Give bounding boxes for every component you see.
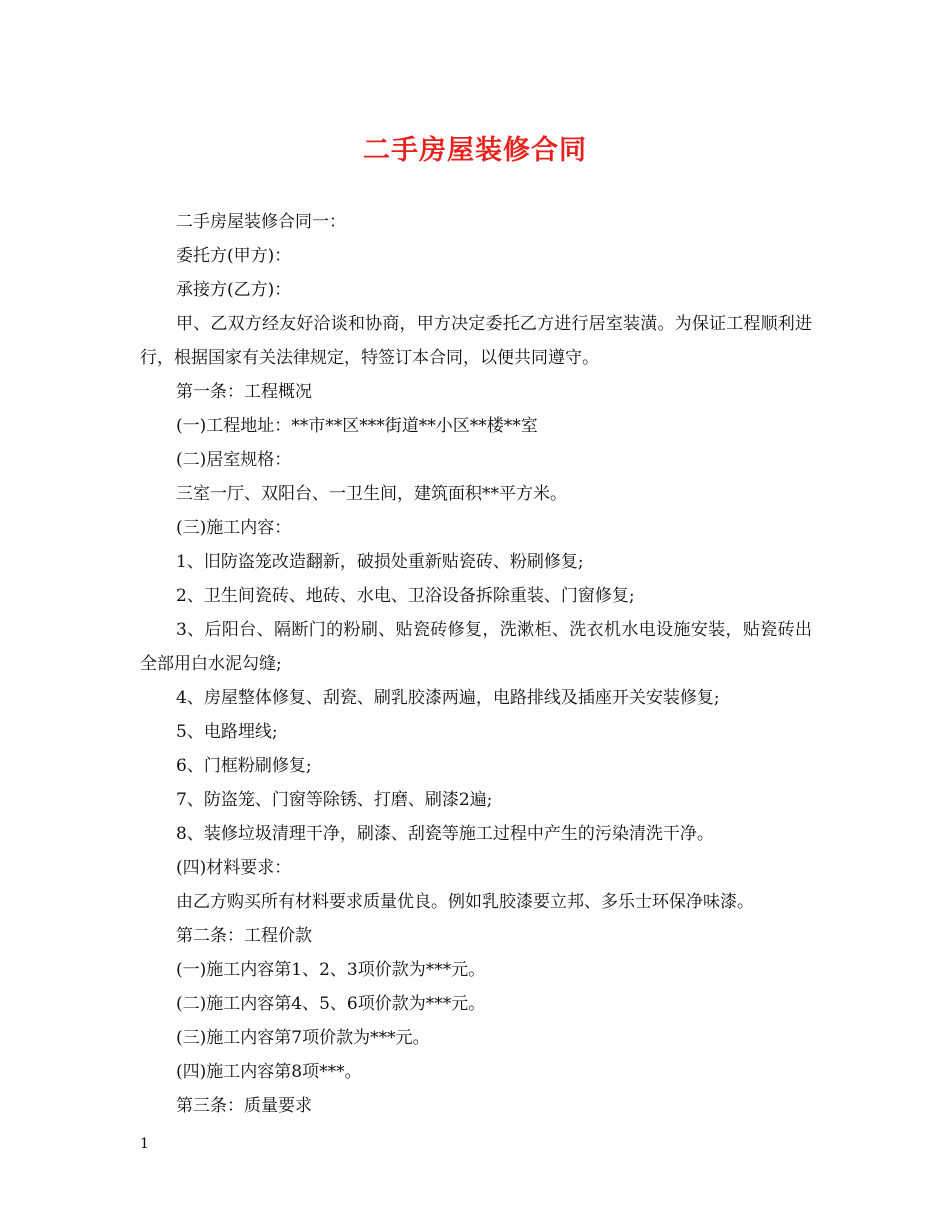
list-item: 6、门框粉刷修复; [176,756,312,776]
paragraph: 二手房屋装修合同一： [176,212,346,232]
paragraph: (一)工程地址：**市**区***街道**小区**楼**室 [176,416,538,436]
section-heading: 第二条：工程价款 [176,926,312,946]
paragraph: (四)材料要求： [176,858,292,878]
list-item: 8、装修垃圾清理干净，刷漆、刮瓷等施工过程中产生的污染清洗干净。 [176,824,714,844]
list-item: 4、房屋整体修复、刮瓷、刷乳胶漆两遍，电路排线及插座开关安装修复; [176,688,720,708]
section-heading: 第一条：工程概况 [176,382,312,402]
paragraph: (三)施工内容： [176,518,292,538]
list-item: 2、卫生间瓷砖、地砖、水电、卫浴设备拆除重装、门窗修复; [176,586,635,606]
paragraph: 三室一厅、双阳台、一卫生间，建筑面积**平方米。 [176,484,567,504]
paragraph: 承接方(乙方)： [176,280,292,300]
paragraph: (二)居室规格： [176,450,292,470]
paragraph: (三)施工内容第7项价款为***元。 [176,1028,430,1048]
list-item: 7、防盗笼、门窗等除锈、打磨、刷漆2遍; [176,790,493,810]
list-item: 1、旧防盗笼改造翻新，破损处重新贴瓷砖、粉刷修复; [176,552,584,572]
paragraph: 甲、乙双方经友好洽谈和协商，甲方决定委托乙方进行居室装潢。为保证工程顺利进行，根据国家有关法律规定，特签订本合同，以便共同遵守。 [140,314,812,368]
paragraph: 由乙方购买所有材料要求质量优良。例如乳胶漆要立邦、多乐士环保净味漆。 [176,892,754,912]
document-body [140,205,812,1123]
list-item: 5、电路埋线; [176,722,278,742]
list-item: 3、后阳台、隔断门的粉刷、贴瓷砖修复，洗漱柜、洗衣机水电设施安装，贴瓷砖出全部用白水泥勾缝; [140,620,812,674]
page-number: 1 [140,1136,149,1152]
paragraph: (四)施工内容第8项***。 [176,1062,362,1082]
paragraph: (二)施工内容第4、5、6项价款为***元。 [176,994,486,1014]
paragraph: (一)施工内容第1、2、3项价款为***元。 [176,960,486,980]
document-title: 二手房屋装修合同 [363,135,587,166]
section-heading: 第三条：质量要求 [176,1096,312,1116]
paragraph: 委托方(甲方)： [176,246,292,266]
